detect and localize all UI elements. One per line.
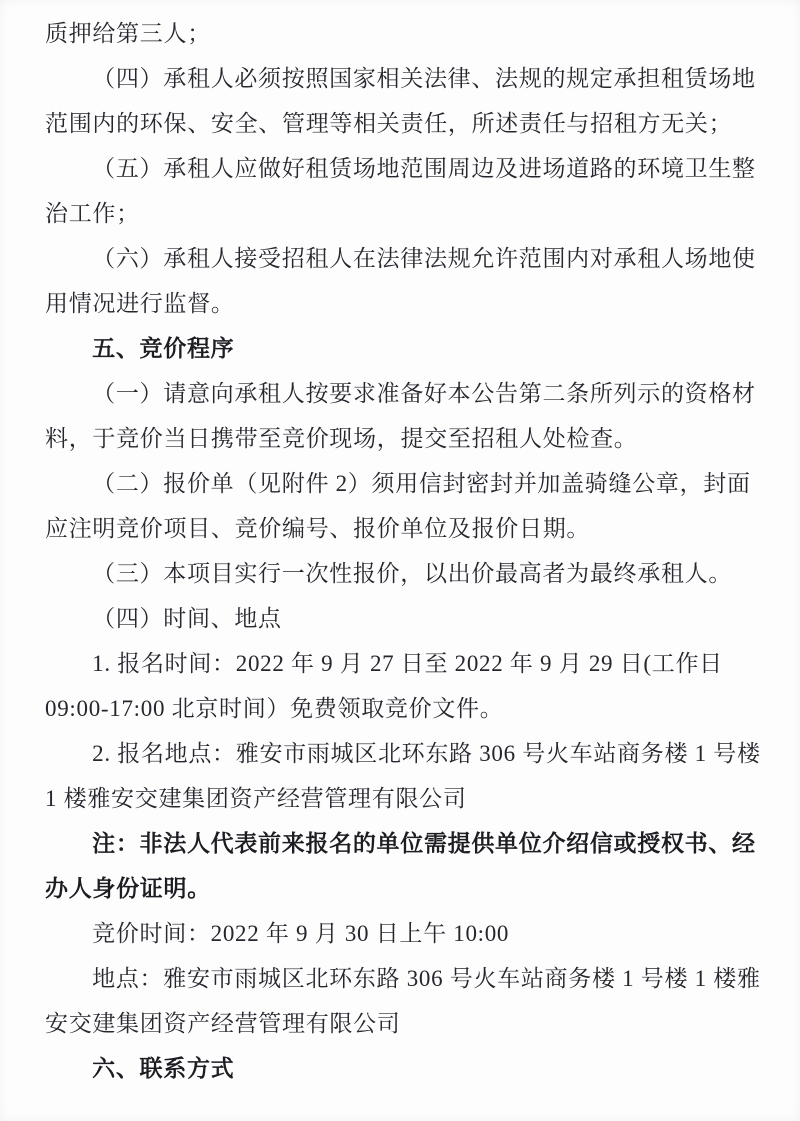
text-line: 治工作； bbox=[45, 201, 140, 226]
note-line: 办人身份证明。 bbox=[45, 876, 211, 901]
registration-time-line: 1. 报名时间：2022 年 9 月 27 日至 2022 年 9 月 29 日(工作日 bbox=[92, 651, 723, 676]
text-line: （五）承租人应做好租赁场地范围周边及进场道路的环境卫生整 bbox=[92, 156, 756, 181]
registration-time-line: 09:00-17:00 北京时间）免费领取竞价文件。 bbox=[45, 696, 504, 721]
text-line: （一）请意向承租人按要求准备好本公告第二条所列示的资格材 bbox=[92, 381, 756, 406]
document-content bbox=[45, 11, 767, 1091]
text-line: 质押给第三人； bbox=[45, 21, 211, 46]
text-line: （六）承租人接受招租人在法律法规允许范围内对承租人场地使 bbox=[92, 246, 756, 271]
text-line: 应注明竞价项目、竞价编号、报价单位及报价日期。 bbox=[45, 516, 591, 541]
text-line: （四）承租人必须按照国家相关法律、法规的规定承担租赁场地 bbox=[92, 66, 756, 91]
bidding-place-line: 安交建集团资产经营管理有限公司 bbox=[45, 1011, 401, 1036]
text-line: 范围内的环保、安全、管理等相关责任，所述责任与招租方无关； bbox=[45, 111, 733, 136]
text-line: 料，于竞价当日携带至竞价现场，提交至招租人处检查。 bbox=[45, 426, 638, 451]
text-line: 用情况进行监督。 bbox=[45, 291, 235, 316]
section-heading-contact-info: 六、联系方式 bbox=[92, 1056, 235, 1081]
section-heading-bidding-procedure: 五、竞价程序 bbox=[92, 336, 235, 361]
registration-place-line: 2. 报名地点：雅安市雨城区北环东路 306 号火车站商务楼 1 号楼 bbox=[92, 741, 761, 766]
text-line: （三）本项目实行一次性报价，以出价最高者为最终承租人。 bbox=[92, 561, 733, 586]
registration-place-line: 1 楼雅安交建集团资产经营管理有限公司 bbox=[45, 786, 467, 811]
text-line: （二）报价单（见附件 2）须用信封密封并加盖骑缝公章，封面 bbox=[92, 471, 751, 496]
text-line: （四）时间、地点 bbox=[92, 606, 282, 631]
bidding-place-line: 地点：雅安市雨城区北环东路 306 号火车站商务楼 1 号楼 1 楼雅 bbox=[92, 966, 761, 991]
note-line: 注：非法人代表前来报名的单位需提供单位介绍信或授权书、经 bbox=[92, 831, 756, 856]
bidding-time-line: 竞价时间：2022 年 9 月 30 日上午 10:00 bbox=[92, 921, 510, 946]
